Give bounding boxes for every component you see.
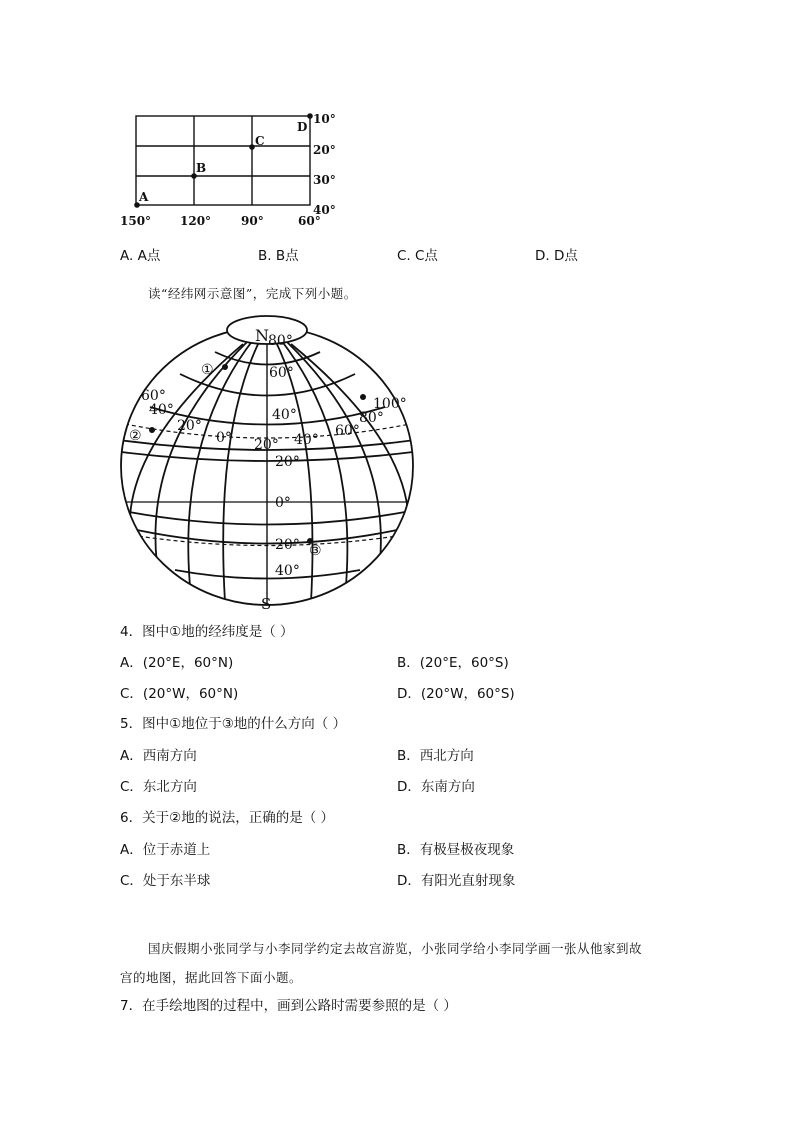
q3-option-c[interactable]: C. C点 [397, 248, 438, 264]
q6-option-b[interactable]: B．有极昼极夜现象 [397, 842, 515, 858]
q6-option-c[interactable]: C．处于东半球 [120, 873, 211, 889]
section-intro-2-line1: 国庆假期小张同学与小李同学约定去故宫游览，小张同学给小李同学画一张从他家到故 [148, 941, 643, 956]
q3-option-d[interactable]: D. D点 [535, 248, 578, 264]
q4-option-b[interactable]: B．(20°E，60°S) [397, 655, 509, 671]
q3-option-b[interactable]: B. B点 [258, 248, 299, 264]
lon-label-120: 120° [180, 214, 212, 228]
q4-option-a[interactable]: A．(20°E，60°N) [120, 655, 234, 671]
lat-label-10: 10° [313, 112, 336, 126]
globe-south-label: S [261, 595, 272, 612]
q5-option-b[interactable]: B．西北方向 [397, 748, 474, 764]
lon-label-90: 90° [241, 214, 264, 228]
point-c [249, 144, 255, 150]
q3-option-a[interactable]: A. A点 [120, 248, 161, 264]
q5-option-c[interactable]: C．东北方向 [120, 779, 197, 795]
globe-lat-20n: 20° [275, 454, 300, 470]
lat-label-20: 20° [313, 143, 336, 157]
section-intro-2-line2: 宫的地图，据此回答下面小题。 [120, 970, 303, 985]
globe-lat-60: 60° [269, 365, 294, 381]
globe-lat-left-40: 40° [149, 402, 174, 418]
q4-option-c[interactable]: C．(20°W，60°N) [120, 686, 239, 702]
globe-lat-40: 40° [272, 407, 297, 423]
marker-3a-dot [360, 394, 366, 400]
globe-marker-3: ③ [309, 543, 322, 559]
globe-svg [115, 312, 420, 612]
globe-lon-0: 0° [216, 430, 232, 446]
lat-label-30: 30° [313, 173, 336, 187]
q4-option-d[interactable]: D．(20°W，60°S) [397, 686, 515, 702]
marker-1-dot [222, 364, 228, 370]
globe-lon-40e: 40° [294, 432, 319, 448]
section-intro-1: 读“经纬网示意图”，完成下列小题。 [148, 286, 357, 301]
globe-lat-40s: 40° [275, 563, 300, 579]
grid-figure [110, 108, 350, 230]
q7-stem: 7．在手绘地图的过程中，画到公路时需要参照的是（ ） [120, 998, 457, 1014]
globe-lat-left-60: 60° [141, 388, 166, 404]
globe-lon-80e: 80° [359, 410, 384, 426]
globe-lat-80: 80° [268, 333, 293, 349]
globe-figure [115, 312, 420, 612]
q5-option-d[interactable]: D．东南方向 [397, 779, 475, 795]
q5-stem: 5．图中①地位于③地的什么方向（ ） [120, 716, 347, 732]
q6-stem: 6．关于②地的说法，正确的是（ ） [120, 810, 334, 826]
globe-lon-100e: 100° [373, 396, 407, 412]
q6-option-a[interactable]: A．位于赤道上 [120, 842, 211, 858]
q6-option-d[interactable]: D．有阳光直射现象 [397, 873, 516, 889]
q4-stem: 4．图中①地的经纬度是（ ） [120, 624, 294, 640]
grid-figure-svg [110, 108, 350, 230]
globe-lat-0: 0° [275, 495, 291, 511]
lon-label-150: 150° [120, 214, 152, 228]
point-label-d: D [297, 120, 308, 134]
globe-lon-20e: 20° [254, 437, 279, 453]
globe-marker-2: ② [129, 428, 142, 444]
globe-lat-20s: 20° [275, 537, 300, 553]
point-label-b: B [196, 161, 207, 175]
point-d [307, 113, 313, 119]
lon-label-60: 60° [298, 214, 321, 228]
q5-option-a[interactable]: A．西南方向 [120, 748, 197, 764]
globe-lon-60e: 60° [335, 423, 360, 439]
point-label-a: A [139, 190, 149, 204]
globe-lon-20w: 20° [177, 418, 202, 434]
marker-2-dot [149, 427, 155, 433]
point-label-c: C [255, 134, 265, 148]
globe-north-label: N [255, 326, 269, 345]
globe-marker-1: ① [201, 362, 214, 378]
lat-label-40: 40° [313, 203, 336, 217]
